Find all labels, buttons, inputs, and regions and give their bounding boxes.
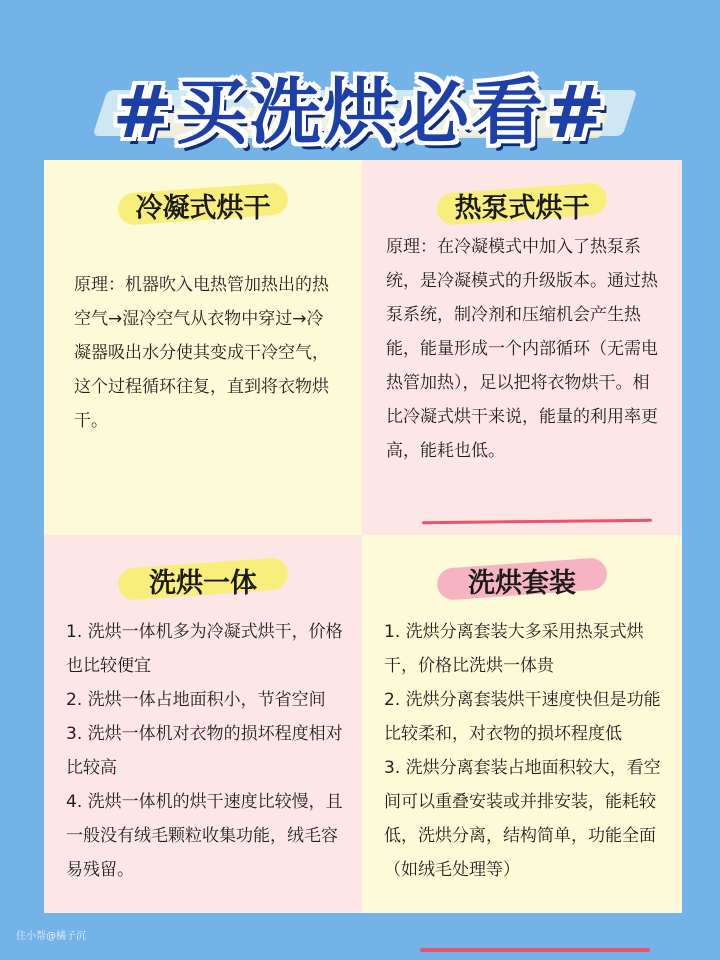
panel-heat-pump-dryer: [362, 160, 682, 535]
panel-condensing-dryer: [44, 160, 362, 535]
panel-heading: 洗烘套装: [468, 568, 576, 599]
panel-heading-wrap: [362, 182, 682, 228]
panel-heading: 冷凝式烘干: [135, 193, 271, 224]
panel-list: [384, 615, 668, 887]
watermark: 住小帮@橘子沉: [16, 931, 86, 942]
list-item: 1. 洗烘一体机多为冷凝式烘干，价格也比较便宜: [66, 622, 343, 676]
panel-body: 原理：机器吹入电热管加热出的热空气→湿冷空气从衣物中穿过→冷凝器吸出水分使其变成干冷空气，这个过程循环往复，直到将衣物烘干。: [74, 275, 329, 431]
panel-heading-wrap: [44, 182, 362, 228]
list-item: 3. 洗烘分离套装占地面积较大，看空间可以重叠安装或并排安装，能耗较低，洗烘分离，结构简单，功能全面（如绒毛处理等）: [384, 758, 661, 880]
list-item: 3. 洗烘一体机对衣物的损坏程度相对比较高: [66, 724, 343, 778]
title-banner: [0, 38, 720, 154]
list-item: 4. 洗烘一体机的烘干速度比较慢，且一般没有绒毛颗粒收集功能，绒毛容易残留。: [66, 792, 343, 880]
panel-heading-wrap: [44, 557, 362, 603]
panel-list: [66, 615, 348, 887]
panel-washer-dryer-combo: [44, 535, 362, 913]
page-title: #买洗烘必看#: [112, 70, 608, 154]
decorative-underline: [422, 519, 652, 524]
panel-heading: 热泵式烘干: [454, 193, 590, 224]
panel-washer-dryer-set: [362, 535, 682, 913]
list-item: 1. 洗烘分离套装大多采用热泵式烘干，价格比洗烘一体贵: [384, 622, 644, 676]
panel-heading-wrap: [362, 557, 682, 603]
list-item: 2. 洗烘分离套装烘干速度快但是功能比较柔和，对衣物的损坏程度低: [384, 690, 661, 744]
panel-heading: 洗烘一体: [149, 568, 257, 599]
panel-body: 原理：在冷凝模式中加入了热泵系统，是冷凝模式的升级版本。通过热泵系统，制冷剂和压缩机会产生热能，能量形成一个内部循环（无需电热管加热），足以把将衣物烘干。相比冷凝式烘干来说，能量的利用率更高，能耗也低。: [386, 237, 658, 461]
decorative-underline-bottom: [420, 948, 650, 952]
list-item: 2. 洗烘一体占地面积小，节省空间: [66, 690, 326, 710]
